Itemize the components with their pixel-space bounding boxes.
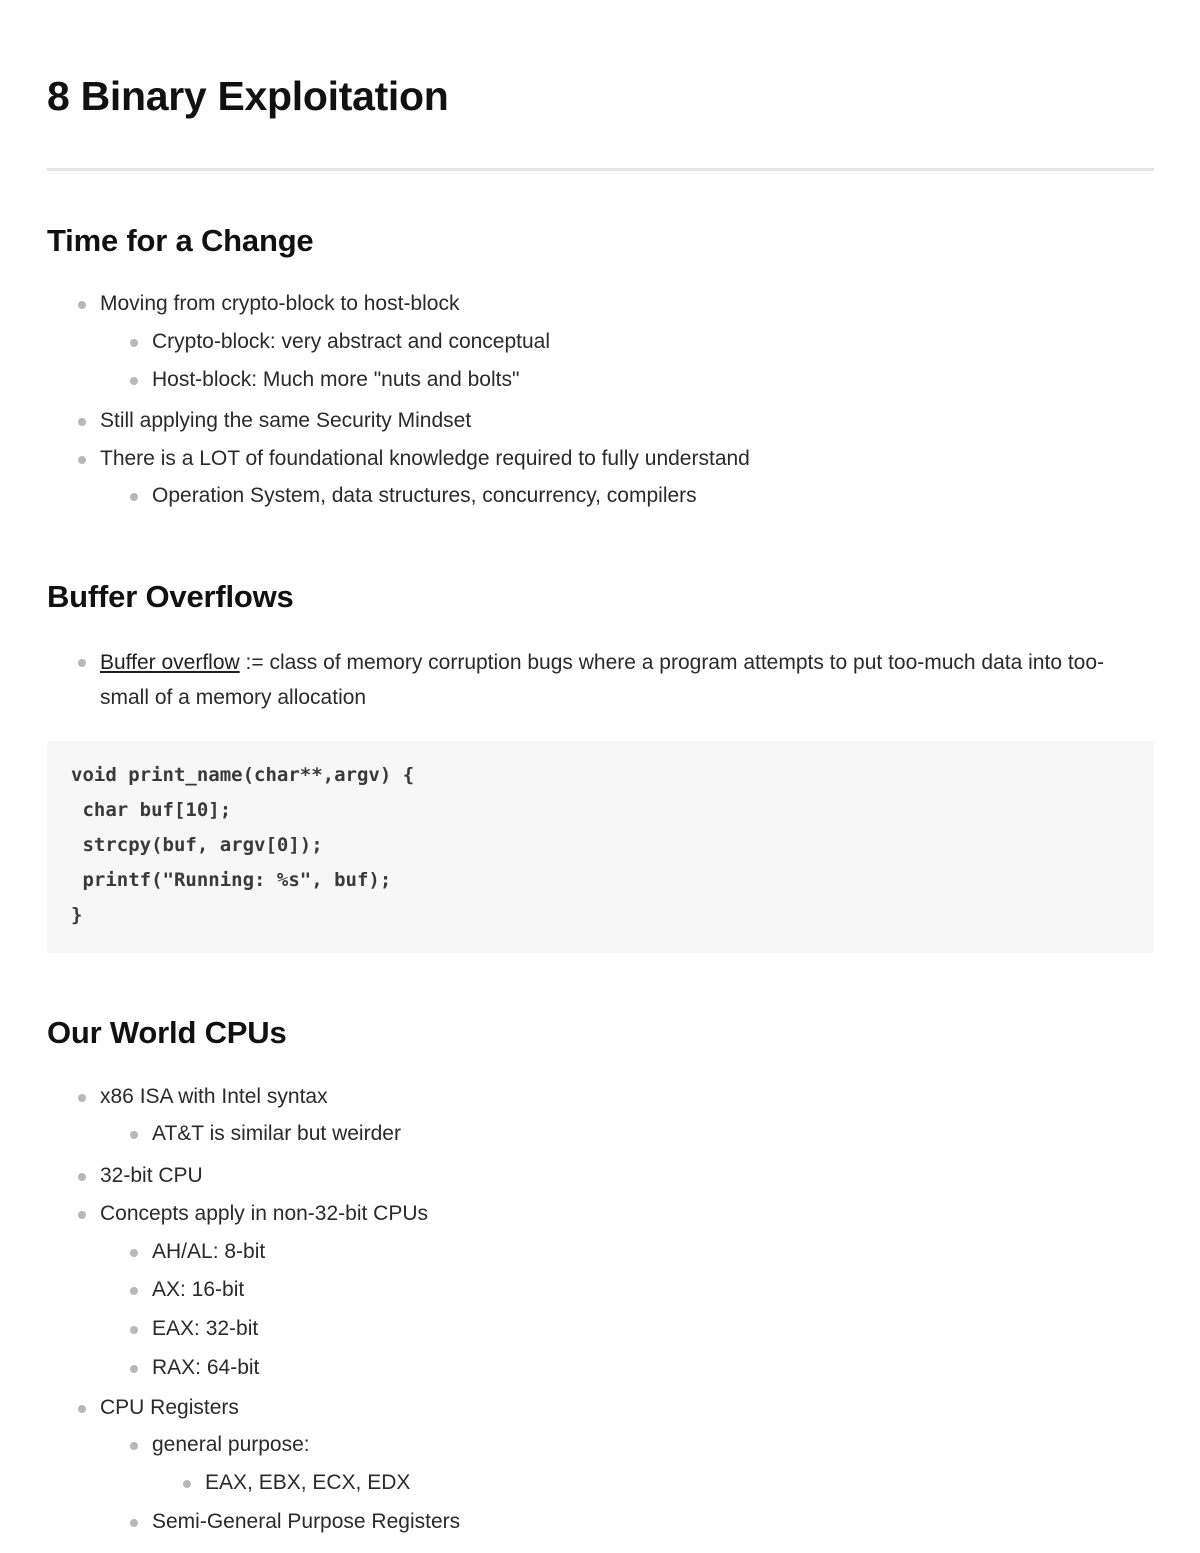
list-item: RAX: 64-bit [152,1355,259,1381]
bullet-icon [78,1211,86,1219]
list-item: AT&T is similar but weirder [152,1121,401,1147]
bullet-icon [130,1365,138,1373]
code-line: strcpy(buf, argv[0]); [71,834,323,856]
list-item: 32-bit CPU [100,1163,203,1189]
list-item: x86 ISA with Intel syntax [100,1084,328,1110]
bullet-icon [78,301,86,309]
section-heading-our-world-cpus: Our World CPUs [47,1015,287,1050]
code-line: } [71,904,83,926]
code-block [47,741,1154,953]
bullet-icon [130,377,138,385]
list-item: general purpose: [152,1432,310,1458]
list-item: EAX, EBX, ECX, EDX [205,1470,410,1496]
list-item: Crypto-block: very abstract and conceptual [152,329,550,355]
bullet-icon [130,1519,138,1527]
list-item: Concepts apply in non-32-bit CPUs [100,1201,428,1227]
list-item: CPU Registers [100,1395,239,1421]
defined-term: Buffer overflow [100,651,240,674]
code-line: void print_name(char**,argv) { [71,764,415,786]
list-item: Still applying the same Security Mindset [100,408,471,434]
definition-item [100,645,1150,715]
section-heading-buffer-overflows: Buffer Overflows [47,579,294,614]
bullet-icon [78,418,86,426]
bullet-icon [130,493,138,501]
list-item: Host-block: Much more "nuts and bolts" [152,367,519,393]
bullet-icon [130,1326,138,1334]
title-divider [47,168,1154,171]
bullet-icon [78,1094,86,1102]
bullet-icon [130,1287,138,1295]
bullet-icon [78,1405,86,1413]
code-line: char buf[10]; [71,799,232,821]
bullet-icon [130,1131,138,1139]
bullet-icon [78,1173,86,1181]
list-item: Moving from crypto-block to host-block [100,291,459,317]
bullet-icon [130,339,138,347]
list-item: Semi-General Purpose Registers [152,1509,460,1535]
bullet-icon [78,456,86,464]
bullet-icon [130,1249,138,1257]
page-title: 8 Binary Exploitation [47,73,449,119]
list-item: EAX: 32-bit [152,1316,258,1342]
section-heading-time-for-a-change: Time for a Change [47,223,314,258]
list-item: AH/AL: 8-bit [152,1239,265,1265]
bullet-icon [130,1442,138,1450]
bullet-icon [78,659,86,667]
bullet-icon [183,1480,191,1488]
list-item: AX: 16-bit [152,1277,244,1303]
definition-text: := class of memory corruption bugs where a program attempts to put too-much data into too-small of a memory allocation [100,651,1105,709]
code-line: printf("Running: %s", buf); [71,869,392,891]
list-item: There is a LOT of foundational knowledge required to fully understand [100,446,750,472]
list-item: Operation System, data structures, concurrency, compilers [152,483,697,509]
